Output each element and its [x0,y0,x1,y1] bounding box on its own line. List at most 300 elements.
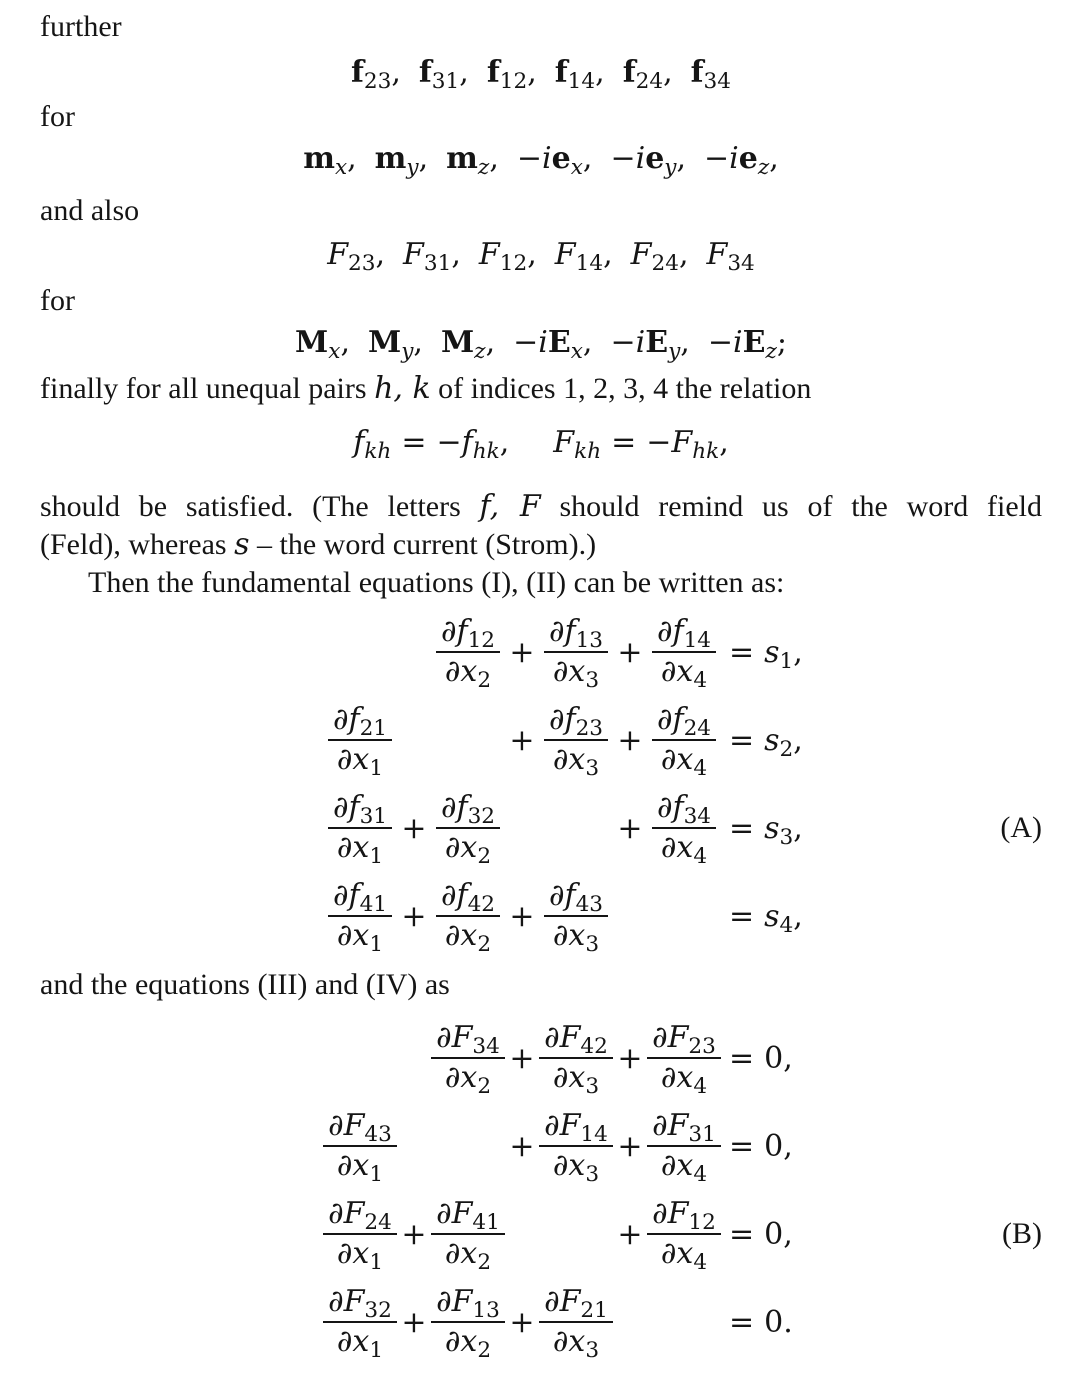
fraction-denominator [544,653,608,694]
equation-row [40,614,1042,694]
subscript: hk [692,439,720,465]
symbol-subscript: y [401,339,414,365]
fraction-numerator [544,703,608,741]
term-cell [319,1284,401,1364]
italic-run: f [461,425,473,460]
denominator-subscript: 1 [369,1250,384,1276]
symbol-subscript: 12 [499,69,528,95]
term-cell [535,878,617,958]
partial-coordinate-symbol: ∂x [444,830,478,865]
imaginary-unit: i [542,141,552,176]
symbol-subscript: z [765,339,777,365]
plus-sign: + [401,1304,427,1340]
equals-sign: = [729,1040,755,1076]
partial-field-symbol: ∂F [544,1284,581,1319]
plus-sign: + [509,1304,535,1340]
partial-coordinate-symbol: ∂x [660,1060,694,1095]
symbol-subscript: 24 [651,251,679,277]
numerator-subscript: 43 [575,892,604,918]
fraction-numerator [323,1285,397,1323]
imaginary-unit: i [635,141,646,176]
fraction-denominator [431,1235,505,1276]
term-cell [427,1196,509,1276]
paragraph-finally [40,370,1042,408]
term-cell [319,1196,401,1276]
fraction-numerator [647,1021,721,1059]
punctuation: , [793,634,803,670]
partial-field-symbol: ∂F [328,1108,365,1143]
equation-block-B [40,1020,1042,1364]
plus-sign: + [617,1040,643,1076]
fraction-denominator [539,1059,613,1100]
numerator-subscript: 42 [467,892,496,918]
symbol-letter: E [742,325,766,360]
fraction-f23 [544,702,608,782]
denominator-subscript: 1 [369,932,384,958]
fraction-numerator [431,1021,505,1059]
plus-sign: + [509,634,535,670]
punctuation: , [793,722,803,758]
rhs-value: 0 [764,1128,784,1164]
fraction-f21 [328,702,392,782]
punctuation: , [418,141,429,176]
rhs-subscript: 2 [779,736,794,762]
display-antisymmetry-relation [40,420,1042,466]
fraktur-symbol-M-x [295,320,350,366]
punctuation: , [603,237,613,272]
fraction-F14 [539,1108,613,1188]
punctuation: , [340,325,350,360]
punctuation: , [527,55,537,90]
symbol-F-23 [327,232,385,278]
fraction-denominator [436,653,500,694]
fraktur-symbol-e-y [610,136,686,182]
fraction-F21 [539,1284,613,1364]
symbol-letter: e [551,141,571,176]
fraction-numerator [323,1197,397,1235]
fraktur-symbol-E-z [708,320,787,366]
plus-sign: + [617,1216,643,1252]
punctuation: , [676,141,687,176]
symbol-subscript: z [474,339,486,365]
symbol-letter: M [367,325,402,360]
fraktur-symbol-e-z [704,136,779,182]
numerator-subscript: 31 [688,1122,716,1148]
term-cell [427,878,509,958]
partial-coordinate-symbol: ∂x [552,654,586,689]
symbol-letter: f [418,55,432,90]
fraction-numerator [652,703,716,741]
equation-rhs [729,1129,793,1164]
rhs-value: 0 [764,1040,784,1076]
fraction-denominator [647,1235,721,1276]
partial-field-symbol: ∂F [328,1196,365,1231]
partial-field-symbol: ∂f [440,614,468,649]
plus-sign: + [401,1216,427,1252]
punctuation: , [783,1216,793,1252]
fraction-F34 [431,1020,505,1100]
partial-field-symbol: ∂F [328,1284,365,1319]
fraction-numerator [539,1021,613,1059]
symbol-subscript: 31 [423,251,452,277]
partial-coordinate-symbol: ∂x [444,1060,478,1095]
partial-field-symbol: ∂F [544,1108,581,1143]
symbol-letter: f [486,55,500,90]
denominator-subscript: 3 [585,1074,600,1100]
rhs-subscript: 4 [779,912,794,938]
punctuation: , [375,237,386,272]
symbol-letter: f [350,55,364,90]
display-row-fraktur-m-components [40,136,1042,182]
minus-sign: − [610,325,636,360]
fraktur-symbol-f-23 [351,50,401,96]
symbol-letter: E [645,325,669,360]
symbol-letter: F [630,237,652,272]
denominator-subscript: 4 [693,756,708,782]
denominator-subscript: 2 [477,844,492,870]
text-run: Then the fundamental equations (I), (II) can be written as: [88,566,785,599]
subscript: hk [472,439,500,465]
term-cell [427,1020,509,1100]
equation-row [40,790,1042,870]
paragraph-then [40,564,1042,602]
denominator-subscript: 4 [693,1074,708,1100]
partial-field-symbol: ∂F [652,1196,689,1231]
symbol-subscript: 24 [635,69,664,95]
equation-rhs [729,810,803,850]
symbol-subscript: y [664,155,677,181]
partial-field-symbol: ∂f [332,790,360,825]
plus-sign: + [617,1128,643,1164]
partial-field-symbol: ∂f [440,790,468,825]
plus-sign: + [509,1128,535,1164]
punctuation: , [527,237,537,272]
fraction-numerator [436,879,500,917]
plus-sign: + [401,898,427,934]
fraction-denominator [647,1147,721,1188]
denominator-subscript: 3 [585,1338,600,1364]
symbol-letter: M [295,325,329,360]
partial-coordinate-symbol: ∂x [660,1236,694,1271]
fraction-F42 [539,1020,613,1100]
punctuation: , [783,1128,793,1164]
fraction-denominator [431,1323,505,1364]
symbol-letter: e [645,141,665,176]
rhs-value: s [764,634,780,670]
term-cell [535,1108,617,1188]
denominator-subscript: 2 [477,1338,492,1364]
fraktur-symbol-m-y [375,136,429,182]
symbol-subscript: x [334,155,348,181]
fraction-f14 [652,614,716,694]
fraction-f32 [436,790,500,870]
numerator-subscript: 24 [364,1210,392,1236]
punctuation: . [783,1304,793,1340]
fraction-F23 [647,1020,721,1100]
symbol-subscript: 34 [727,251,755,277]
numerator-subscript: 14 [580,1122,608,1148]
symbol-subscript: z [757,155,770,181]
symbol-F-12 [479,232,537,278]
symbol-F-14 [555,232,613,278]
fraction-numerator [323,1109,397,1147]
term-cell [535,1020,617,1100]
rhs-subscript: 1 [779,648,794,674]
fraktur-symbol-m-x [303,136,356,182]
partial-field-symbol: ∂F [436,1284,473,1319]
fraktur-symbol-E-y [610,320,689,366]
term-cell [319,702,401,782]
symbol-subscript: y [668,339,681,365]
text-further: further [40,10,122,43]
numerator-subscript: 13 [472,1298,500,1324]
equation-row [40,878,1042,958]
fraction-denominator [652,653,716,694]
partial-coordinate-symbol: ∂x [336,830,370,865]
symbol-letter: M [440,325,475,360]
text-run: , [499,425,510,460]
text-run: should be satisfied. (The letters [40,490,480,523]
fraktur-symbol-e-x [517,136,593,182]
fraction-F12 [647,1196,721,1276]
fraction-denominator [539,1147,613,1188]
rhs-value: 0 [764,1216,784,1252]
italic-run: h, k [374,371,431,406]
fraction-denominator [323,1323,397,1364]
punctuation: , [485,325,496,360]
denominator-subscript: 1 [369,844,384,870]
fraction-denominator [544,917,608,958]
equals-sign: = [401,425,427,460]
numerator-subscript: 13 [575,628,604,654]
numerator-subscript: 41 [359,892,388,918]
fraction-f31 [328,790,392,870]
imaginary-unit: i [538,325,548,360]
italic-run: F [553,425,575,460]
equation-rhs [729,898,803,938]
fraction-numerator [328,791,392,829]
plus-sign: + [617,634,643,670]
partial-coordinate-symbol: ∂x [444,654,478,689]
fraktur-symbol-f-34 [691,50,731,96]
symbol-letter: m [303,141,335,176]
equals-sign: = [611,425,637,460]
symbol-letter: m [446,141,478,176]
symbol-subscript: x [570,339,583,365]
rhs-value: s [764,898,780,934]
plus-sign: + [617,810,643,846]
partial-coordinate-symbol: ∂x [444,1324,478,1359]
numerator-subscript: 41 [472,1210,500,1236]
partial-coordinate-symbol: ∂x [552,918,586,953]
partial-coordinate-symbol: ∂x [336,1148,370,1183]
equation-rhs [729,634,803,674]
minus-sign: − [707,325,733,360]
plus-sign: + [509,1040,535,1076]
fraction-numerator [539,1285,613,1323]
punctuation: , [347,141,357,176]
fraction-denominator [323,1235,397,1276]
numerator-subscript: 12 [467,628,496,654]
equation-rhs [729,1041,793,1076]
numerator-subscript: 34 [472,1034,500,1060]
term-cell [535,702,617,782]
fraktur-symbol-f-24 [623,50,673,96]
partial-coordinate-symbol: ∂x [444,1236,478,1271]
minus-sign: − [610,141,636,176]
numerator-subscript: 23 [688,1034,716,1060]
partial-coordinate-symbol: ∂x [660,1148,694,1183]
italic-run: f, F [479,489,541,524]
plus-sign: + [509,722,535,758]
plus-sign: + [401,810,427,846]
denominator-subscript: 3 [585,756,600,782]
text-run: (Feld), whereas [40,528,235,561]
fraction-denominator [323,1147,397,1188]
fraction-f12 [436,614,500,694]
symbol-subscript: z [477,155,490,181]
text-and-equations: and the equations (III) and (IV) as [40,968,450,1001]
fraction-numerator [652,615,716,653]
term-cell [535,1284,617,1364]
fraction-denominator [328,741,392,782]
numerator-subscript: 21 [580,1298,608,1324]
minus-sign: − [704,141,730,176]
equation-rhs [729,1305,793,1340]
fraction-numerator [436,615,500,653]
symbol-F-24 [631,232,689,278]
symbol-letter: m [374,141,407,176]
symbol-letter: F [554,237,576,272]
punctuation: , [793,810,803,846]
denominator-subscript: 4 [693,844,708,870]
rhs-value: s [764,810,780,846]
punctuation: , [793,898,803,934]
symbol-subscript: 31 [431,69,460,95]
fraction-F32 [323,1284,397,1364]
text-run: should remind us of the word field [540,490,1043,523]
denominator-subscript: 4 [693,1162,708,1188]
plus-sign: + [509,898,535,934]
equation-rhs [729,1217,793,1252]
fraktur-symbol-M-y [368,320,423,366]
block-label: (B) [1002,1217,1042,1250]
equation-row [40,1108,1042,1188]
fraction-denominator [539,1323,613,1364]
fraction-f41 [328,878,392,958]
equals-sign: = [729,1128,755,1164]
punctuation: , [678,237,689,272]
symbol-subscript: y [406,155,419,181]
symbol-subscript: x [328,339,341,365]
text-run: – the word current (Strom).) [249,528,597,561]
imaginary-unit: i [732,325,743,360]
denominator-subscript: 2 [477,1074,492,1100]
partial-coordinate-symbol: ∂x [552,1060,586,1095]
italic-run: F [671,425,693,460]
punctuation: , [783,1040,793,1076]
punctuation: , [582,325,593,360]
equation-block-A [40,614,1042,958]
term-cell [643,702,725,782]
denominator-subscript: 4 [693,668,708,694]
fraction-f13 [544,614,608,694]
numerator-subscript: 23 [575,716,604,742]
denominator-subscript: 3 [585,932,600,958]
numerator-subscript: 24 [683,716,712,742]
display-row-fraktur-M-components [40,320,1042,366]
fraction-denominator [652,829,716,870]
fraktur-symbol-f-14 [555,50,605,96]
fraktur-symbol-f-31 [419,50,469,96]
partial-field-symbol: ∂f [440,878,468,913]
numerator-subscript: 31 [359,804,388,830]
numerator-subscript: 43 [364,1122,392,1148]
term-cell [319,878,401,958]
fraction-numerator [652,791,716,829]
punctuation: , [680,325,690,360]
denominator-subscript: 2 [477,1250,492,1276]
equals-sign: = [729,1304,755,1340]
symbol-letter: F [327,237,349,272]
partial-field-symbol: ∂f [548,702,576,737]
partial-coordinate-symbol: ∂x [336,918,370,953]
denominator-subscript: 3 [585,1162,600,1188]
punctuation: ; [776,325,787,360]
fraction-f42 [436,878,500,958]
fraction-f43 [544,878,608,958]
partial-coordinate-symbol: ∂x [660,654,694,689]
denominator-subscript: 1 [369,756,384,782]
symbol-letter: F [706,237,728,272]
fraction-numerator [328,879,392,917]
numerator-subscript: 14 [683,628,712,654]
symbol-letter: F [403,237,424,272]
fraction-numerator [436,791,500,829]
partial-coordinate-symbol: ∂x [336,742,370,777]
rhs-value: s [764,722,780,758]
text-run: finally for all unequal pairs [40,372,375,405]
rhs-subscript: 3 [779,824,794,850]
partial-field-symbol: ∂F [436,1196,473,1231]
symbol-letter: f [690,55,704,90]
text-run: − [436,425,462,460]
numerator-subscript: 32 [364,1298,392,1324]
partial-coordinate-symbol: ∂x [660,742,694,777]
fraktur-symbol-E-x [513,320,592,366]
denominator-subscript: 2 [477,668,492,694]
denominator-subscript: 3 [585,668,600,694]
partial-coordinate-symbol: ∂x [552,1148,586,1183]
equals-sign: = [729,898,755,934]
fraction-numerator [544,879,608,917]
fraction-numerator [647,1197,721,1235]
partial-field-symbol: ∂f [548,878,576,913]
fraction-numerator [539,1109,613,1147]
equals-sign: = [729,722,755,758]
partial-coordinate-symbol: ∂x [660,830,694,865]
numerator-subscript: 34 [683,804,712,830]
partial-field-symbol: ∂f [656,614,684,649]
paragraph-satisfied-line2 [40,526,1042,564]
fraction-numerator [431,1285,505,1323]
fraction-F41 [431,1196,505,1276]
punctuation: , [769,141,779,176]
denominator-subscript: 2 [477,932,492,958]
text-and-also: and also [40,194,140,227]
symbol-letter: f [622,55,636,90]
fraction-denominator [544,741,608,782]
